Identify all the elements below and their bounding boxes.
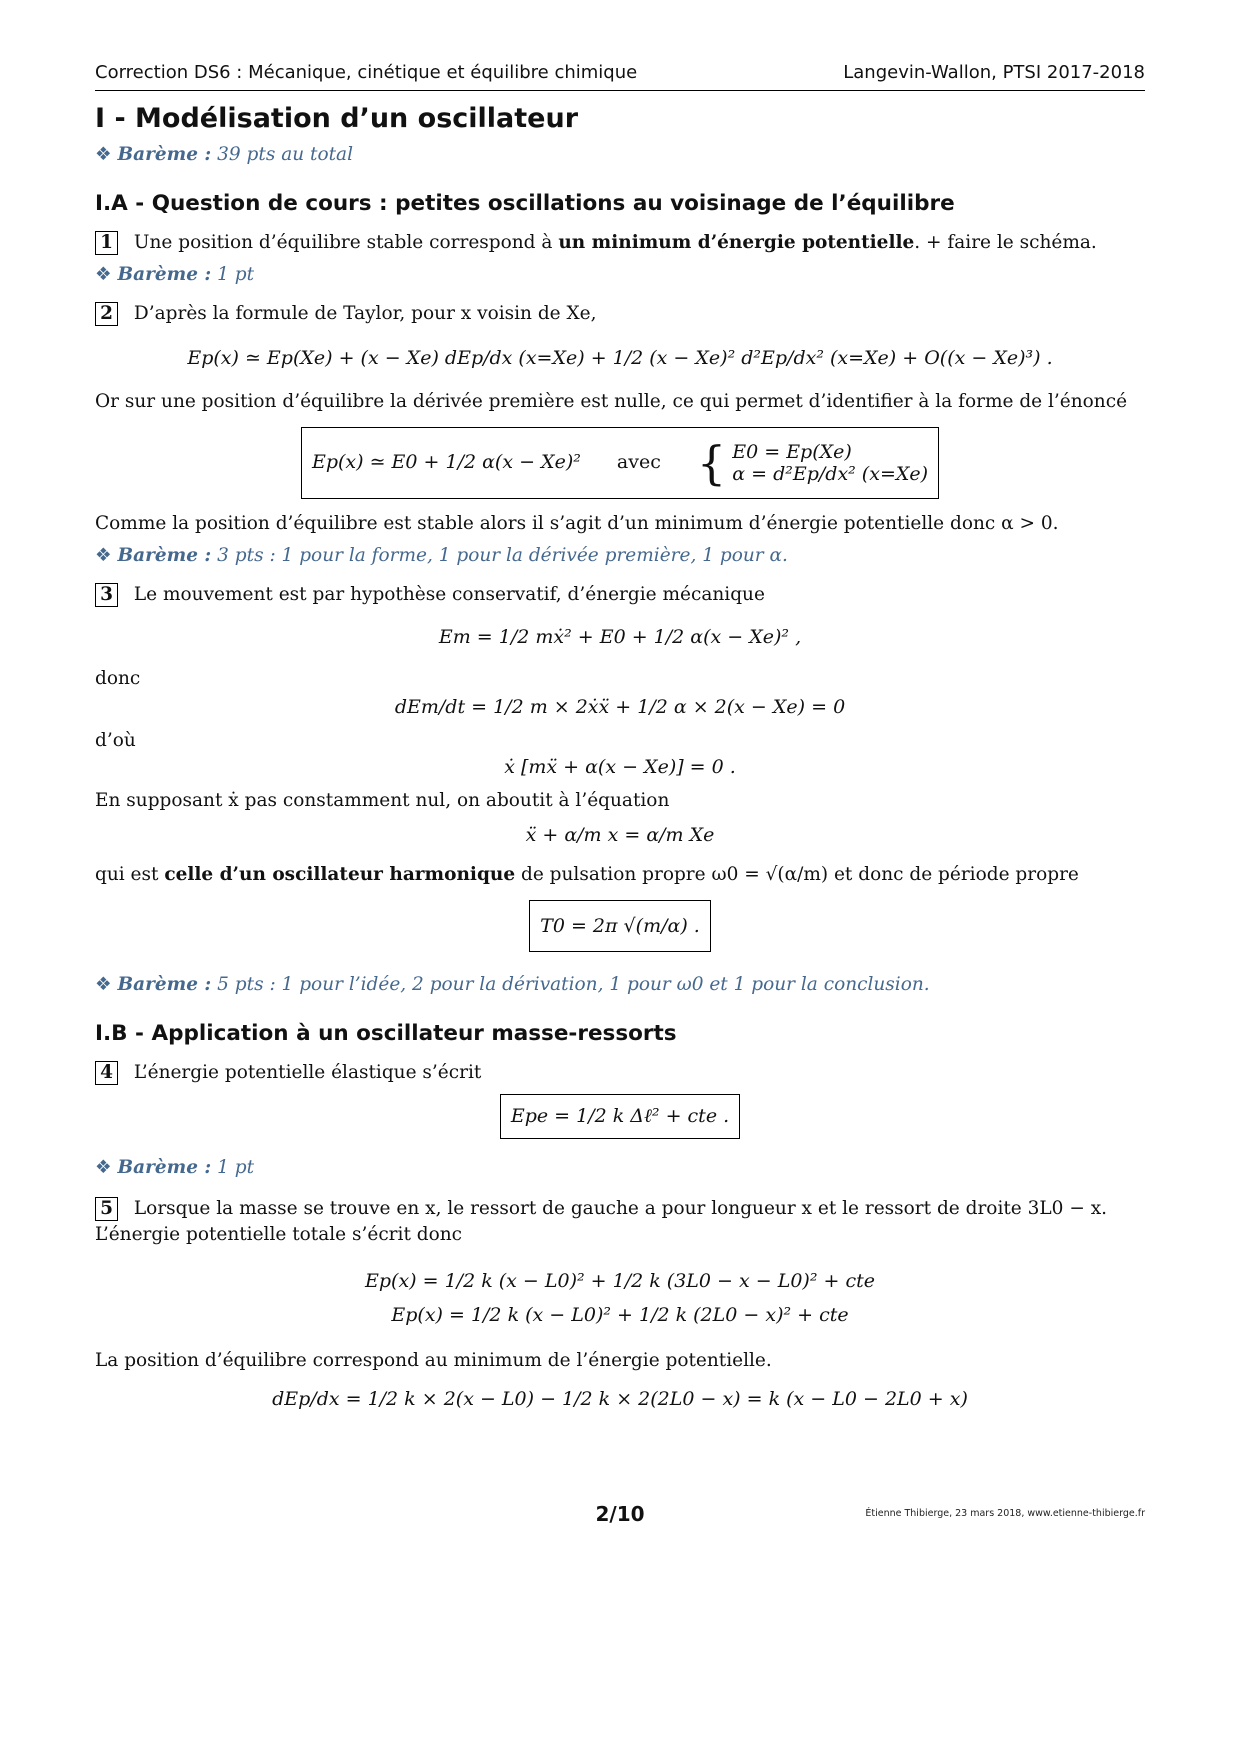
- q2-box-avec: avec: [616, 451, 661, 473]
- q2-text2: Or sur une position d’équilibre la dérivée première est nulle, ce qui permet d’identifier à la forme de l’énoncé: [95, 391, 1128, 412]
- footer-credit: Étienne Thibierge, 23 mars 2018, www.etienne-thibierge.fr: [865, 1508, 1145, 1519]
- bareme-label: Barème :: [117, 1157, 212, 1178]
- bareme-diamond-icon: ❖: [95, 1157, 112, 1178]
- q2-box-lhs: Ep(x) ≃ E0 + 1/2 α(x − Xe)²: [311, 451, 581, 473]
- section-heading-a: I.A - Question de cours : petites oscillations au voisinage de l’équilibre: [95, 191, 955, 216]
- section-heading-b: I.B - Application à un oscillateur masse-ressorts: [95, 1021, 677, 1046]
- q2-boxed-result: [301, 427, 939, 499]
- q3-eq3: ẋ [mẍ + α(x − Xe)] = 0 .: [504, 756, 736, 778]
- bareme-q1: [95, 264, 1145, 285]
- q2-text3: Comme la position d’équilibre est stable alors il s’agit d’un minimum d’énergie potentielle donc α > 0.: [95, 513, 1059, 534]
- bareme-label: Barème :: [117, 974, 212, 995]
- q3-text4: En supposant ẋ pas constamment nul, on aboutit à l’équation: [95, 790, 670, 811]
- q3-intro: Le mouvement est par hypothèse conservatif, d’énergie mécanique: [133, 584, 765, 605]
- question-4: [95, 1060, 1145, 1086]
- bareme-q3: [95, 974, 1145, 995]
- page-title: I - Modélisation d’un oscillateur: [95, 103, 579, 134]
- q3-boxed-result: T0 = 2π √(m/α) .: [529, 900, 711, 952]
- bareme-text: 1 pt: [217, 264, 255, 285]
- q2-box-e0: E0 = Ep(Xe): [732, 441, 852, 463]
- q2-box-alpha: α = d²Ep/dx² (x=Xe): [732, 463, 929, 485]
- q3-eq2: dEm/dt = 1/2 m × 2ẋẍ + 1/2 α × 2(x − Xe) = 0: [394, 696, 846, 718]
- q1-text-bold: un minimum d’énergie potentielle: [558, 232, 915, 253]
- taylor-equation: Ep(x) ≃ Ep(Xe) + (x − Xe) dEp/dx (x=Xe) + 1/2 (x − Xe)² d²Ep/dx² (x=Xe) + O((x − Xe)³) .: [187, 347, 1053, 369]
- bareme-label: Barème :: [117, 144, 212, 165]
- q2-boxed-result-wrap: [95, 427, 1145, 499]
- q1-text-pre: Une position d’équilibre stable correspond à: [133, 232, 559, 253]
- bareme-diamond-icon: ❖: [95, 264, 112, 285]
- q5-eq2: Ep(x) = 1/2 k (x − L0)² + 1/2 k (2L0 − x)² + cte: [391, 1304, 849, 1326]
- bareme-q2: [95, 545, 1145, 566]
- q5-intro: Lorsque la masse se trouve en x, le ressort de gauche a pour longueur x et le ressort de droite 3L0 − x. L’énergie potentielle totale s’écrit donc: [95, 1198, 1108, 1245]
- bareme-q4: [95, 1157, 1145, 1178]
- q2-intro: D’après la formule de Taylor, pour x voisin de Xe,: [133, 303, 597, 324]
- bareme-text: 5 pts : 1 pour l’idée, 2 pour la dérivation, 1 pour ω0 et 1 pour la conclusion.: [217, 974, 930, 995]
- q4-boxed-result: Epe = 1/2 k Δℓ² + cte .: [500, 1094, 740, 1139]
- question-3: [95, 582, 1145, 608]
- header-left: Correction DS6 : Mécanique, cinétique et équilibre chimique: [95, 62, 638, 83]
- q3-boxed-wrap: [95, 900, 1145, 952]
- brace-icon: {: [696, 436, 727, 490]
- bareme-diamond-icon: ❖: [95, 545, 112, 566]
- question-number: 5: [95, 1197, 118, 1221]
- q3-donc: donc: [95, 668, 141, 689]
- bareme-text: 1 pt: [217, 1157, 255, 1178]
- question-number: 3: [95, 583, 118, 607]
- bareme-label: Barème :: [117, 545, 212, 566]
- q3-text5: [95, 862, 1145, 888]
- bareme-diamond-icon: ❖: [95, 974, 112, 995]
- q3-dou: d’où: [95, 730, 136, 751]
- bareme-text: 3 pts : 1 pour la forme, 1 pour la dérivée première, 1 pour α.: [217, 545, 788, 566]
- q5-eq3: dEp/dx = 1/2 k × 2(x − L0) − 1/2 k × 2(2L0 − x) = k (x − L0 − 2L0 + x): [272, 1388, 968, 1410]
- q2-box-system: [732, 441, 928, 485]
- question-5: [95, 1196, 1145, 1248]
- q3-eq4: ẍ + α/m x = α/m Xe: [525, 824, 715, 846]
- q5-text2: La position d’équilibre correspond au minimum de l’énergie potentielle.: [95, 1350, 772, 1371]
- bareme-text: 39 pts au total: [217, 144, 353, 165]
- q4-boxed-wrap: [95, 1094, 1145, 1139]
- question-number: 4: [95, 1061, 118, 1085]
- q3-text5-pre: qui est: [95, 864, 165, 885]
- q3-text5-post: de pulsation propre ω0 = √(α/m) et donc de période propre: [515, 864, 1079, 885]
- q3-eq1: Em = 1/2 mẋ² + E0 + 1/2 α(x − Xe)² ,: [438, 626, 802, 648]
- page-number: 2/10: [595, 1502, 645, 1526]
- bareme-diamond-icon: ❖: [95, 144, 112, 165]
- q5-eq1: Ep(x) = 1/2 k (x − L0)² + 1/2 k (3L0 − x − L0)² + cte: [365, 1270, 875, 1292]
- question-number: 1: [95, 231, 118, 255]
- bareme-total: [95, 144, 1145, 165]
- q4-intro: L’énergie potentielle élastique s’écrit: [133, 1062, 482, 1083]
- question-number: 2: [95, 302, 118, 326]
- q3-text5-bold: celle d’un oscillateur harmonique: [164, 864, 516, 885]
- question-2: [95, 301, 1145, 327]
- header-rule: [95, 90, 1145, 91]
- bareme-label: Barème :: [117, 264, 212, 285]
- header-right: Langevin-Wallon, PTSI 2017-2018: [843, 62, 1145, 83]
- q1-text-post: . + faire le schéma.: [914, 232, 1097, 253]
- page-content: [95, 103, 1145, 1424]
- question-1: [95, 230, 1145, 256]
